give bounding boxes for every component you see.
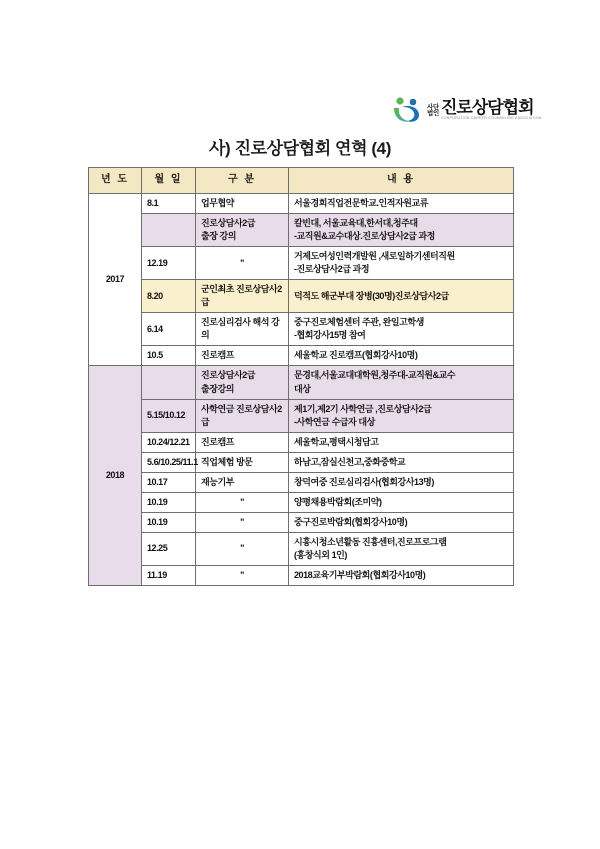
table-row [89,512,514,532]
table-row [89,432,514,452]
date-cell [142,366,196,399]
table-row [89,472,514,492]
table-row [89,452,514,472]
content-cell: 거제도여성인력개발원 ,새로일하기센터직원 -진로상담사2급 과정 [289,247,514,280]
history-table-container [88,167,513,586]
table-row [89,532,514,565]
content-cell: 시흥시청소년활동 진흥센터,진로프로그램 (홍창식외 1인) [289,532,514,565]
table-row [89,565,514,585]
table-row [89,280,514,313]
page-title: 사) 진로상담협회 연혁 (4) [208,139,391,158]
date-cell [142,214,196,247]
category-cell: 진로상담사2급 출장강의 [196,366,289,399]
logo-prefix-line2: 법인 [427,110,439,118]
category-cell: 진로심리검사 해석 강의 [196,313,289,346]
content-cell: 세울학교,평택시청담고 [289,432,514,452]
year-cell: 2017 [89,194,142,366]
category-cell: 직업체험 방문 [196,452,289,472]
logo-name-block [441,99,542,121]
date-cell: 8.1 [142,194,196,214]
category-cell: 진로상담사2급 출장 강의 [196,214,289,247]
table-row [89,247,514,280]
date-cell: 12.25 [142,532,196,565]
category-cell: 진로캠프 [196,346,289,366]
content-cell: 칼빈대, 서울교육대,한서대,청주대 -교직원&교수대상.진로상담사2급 과정 [289,214,514,247]
date-cell: 10.19 [142,492,196,512]
category-cell: 군인최초 진로상담사2급 [196,280,289,313]
table-row [89,194,514,214]
category-cell: 진로캠프 [196,432,289,452]
date-cell: 10.24/12.21 [142,432,196,452]
column-header-category: 구 분 [196,168,289,194]
table-header-row [89,168,514,194]
column-header-date: 월 일 [142,168,196,194]
category-ditto-cell: " [196,492,289,512]
history-table [88,167,514,586]
table-row [89,492,514,512]
date-cell: 10.17 [142,472,196,492]
association-logo [392,96,542,124]
table-row [89,346,514,366]
category-ditto-cell: " [196,512,289,532]
table-row [89,214,514,247]
content-cell: 창덕여중 진로심리검사(협회강사13명) [289,472,514,492]
category-ditto-cell: " [196,532,289,565]
content-cell: 세울학교 진로캠프(협회강사10명) [289,346,514,366]
column-header-content: 내 용 [289,168,514,194]
content-cell: 문경대,서울교대대학원,청주대-교직원&교수 대상 [289,366,514,399]
logo-name-korean: 진로상담협회 [440,98,534,118]
table-row [89,399,514,432]
date-cell: 8.20 [142,280,196,313]
logo-corporation-prefix [427,105,439,121]
date-cell: 11.19 [142,565,196,585]
logo-text [427,99,542,121]
date-cell: 10.5 [142,346,196,366]
content-cell: 양평채용박람회(조미약) [289,492,514,512]
content-cell: 중구진로박람회(협회강사10명) [289,512,514,532]
table-row [89,366,514,399]
date-cell: 5.15/10.12 [142,399,196,432]
year-cell: 2018 [89,366,142,586]
content-cell: 중구진로체험센터 주관, 완일고학생 -협회강사15명 참여 [289,313,514,346]
date-cell: 12.19 [142,247,196,280]
table-header [89,168,514,194]
content-cell: 하남고,잠실신천고,중화중학교 [289,452,514,472]
category-cell: 업무협약 [196,194,289,214]
category-cell: 사학연금 진로상담사2급 [196,399,289,432]
logo-swoosh-icon [392,96,422,124]
column-header-year: 년 도 [89,168,142,194]
table-body [89,194,514,586]
date-cell: 6.14 [142,313,196,346]
logo-prefix-line1: 사단 [427,103,439,111]
content-cell: 2018교육기부박람회(협회강사10명) [289,565,514,585]
content-cell: 덕적도 해군부대 장병(30명)진로상담사2급 [289,280,514,313]
table-row [89,313,514,346]
category-ditto-cell: " [196,247,289,280]
date-cell: 10.19 [142,512,196,532]
content-cell: 제1기,제2기 사학연금 ,진로상담사2급 -사학연금 수급자 대상 [289,399,514,432]
logo-name-english: CORPORATION CAREER COUNSELING ASSOCIATION [440,116,542,121]
date-cell: 5.6/10.25/11.1 [142,452,196,472]
category-ditto-cell: " [196,565,289,585]
category-cell: 재능기부 [196,472,289,492]
content-cell: 서울경희직업전문학교.인적자원교류 [289,194,514,214]
